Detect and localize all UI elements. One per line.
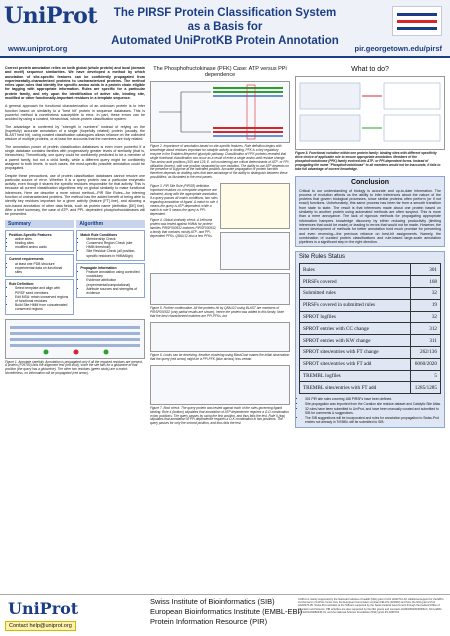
stat-value: 19 xyxy=(411,299,441,311)
column-right xyxy=(295,66,445,428)
summary-box-rule-definition: Rule Definition: • Select template and align with PIRSF seed members • Edit MSA: retain conserved regions of functional residues • Build Site HMM from concatenated conserved regions xyxy=(5,279,74,314)
intro-paragraph-1: A general approach for functional characterization of an unknown protein is to infer function based on similarity to a "best hit" protein in sequence databases. This is powerful method is nonetheless susceptible to error. In part, these errors can be avoided by using a curated, hierarchical, whole-protein classification system. xyxy=(5,104,145,122)
summary-algorithm-panel xyxy=(5,220,145,317)
figure-4-hmm-panel xyxy=(220,232,290,270)
intro-abstract: Correct protein annotation relies on both global (whole protein) and local (domain and motif) sequence similarities. We have developed a method by which annotation of site-specific features can be confidently propagated from experimentally-characterized proteins to uncharacterized proteins. The method relies upon rules that identify the specific amino acids in a protein chain eligible for tagging with appropriate information. Rules are specific for a particular protein family, and rely upon the identification of active site, binding site, modified or other functionally-important residues in a template sequence. xyxy=(5,66,145,101)
figure-2-tree xyxy=(150,81,290,143)
what-to-do-heading: What to do? xyxy=(351,66,389,73)
summary-heading: Summary xyxy=(5,220,74,228)
stat-value: 6060/2020 xyxy=(411,358,441,370)
figure-7-caption: Figure 7. Boot check. The query protein was tested against each of the rules governing ligand binding. Rule 4 (bottom) stipulates that annotation of ATP dependence requires a G-D combination in two positions. The query passes by using the first position, and thus fails the test. Rule 5 (top) stipulates that annotation of PPi dependence requires a D-K combination in two positions. The query passes for only the second position, and thus fails the test. xyxy=(150,405,289,426)
funding-statement: UniProt is mainly supported by the National Institutes of Health (NIH) grant 2 U01 HG02712-04. Additional support for the EBI's involvement in UniProt comes from the European Commission contract FELICS (021902) and from the NIH grant 2 P41 HG02273-05. Swiss-Prot activities at the SIB are supported by the Swiss Federal Government through the Federal Office of Education and Science. PIR activities are also supported by the NIH grants and contracts HHSN266200400061C, NCI-caBIG and 1R01GM080646-01, and the National Science Foundation (NSF) grant IIS-0430743. xyxy=(298,598,444,614)
stat-label: SPROT sites/entries with FT add xyxy=(300,358,411,370)
figure-4-caption: Figure 4. Global similarity check. A Lethoma protein was tested against HMMs for protein families PIRSF000532 matches PIRSF000532, a family that contains mostly ATP- and PPi-dependent PFKs. Q8AU12 also a few PFKs. xyxy=(150,218,217,239)
stat-label: PIRSFs covered xyxy=(300,276,411,288)
table-row xyxy=(300,264,441,276)
stat-value: 262/136 xyxy=(411,346,441,358)
stat-label: TREMBL sites/entries with FT add xyxy=(300,382,411,394)
figure-1-alignment xyxy=(5,319,145,359)
list-item: • Site propagation was imported from the Curation site residue dataset and Catalytic Site Atlas. xyxy=(305,402,441,406)
table-row xyxy=(300,287,441,299)
institution-pir: Protein Information Resource (PIR) xyxy=(150,617,268,626)
list-item: • experimental data on functional sites xyxy=(15,266,70,274)
list-item: • 32 rules have been submitted to UniProt, and have been manually curated and submitted to SIB for comments & suggestions. xyxy=(305,407,441,415)
phylogeny-graphic xyxy=(151,82,289,142)
figure-2-caption: Figure 2. Importance of annotation based on site-specific features. Rule definition begins with knowledge about residues important for catalytic activity or binding. PFK is a key regulatory enzyme in the Embden-Meyerhof glycolytic pathway. Classification of PFK proteins revealed that single functional classification can occur as a result of even a single amino-acid residue change. Two amino acid positions (105 and 125; E. coli numbering) are critical determinants of ATP- or PPi- utilization (boxes), with one position separated by one mutation. The ability to use ATP depends on the presence of a glycine at the indicated position. Accurate propagation of protein function therefore depends on drafting rules that take advantage of the ability to distinguish between these possibilities, as illustrated in the next panels. xyxy=(150,144,290,180)
figure-6-caption: Figure 6. Looks can be deceiving. Iterative clustering using BlastClust makes the initial observation that the query (red arrow) might be a PPi-PFK (blue arrows) less certain. xyxy=(150,352,290,361)
title-line-3: Automated UniProtKB Protein Annotation xyxy=(111,35,339,47)
table-row xyxy=(300,382,441,394)
list-item: • at least one PDB structure xyxy=(15,262,70,266)
uniprot-logo-text: UniProt xyxy=(4,3,98,29)
institution-ebi: European Bioinformatics Institute (EMBL-EBI) xyxy=(150,607,303,616)
figure-8-decision xyxy=(295,76,445,150)
stat-value: 32 xyxy=(411,287,441,299)
list-item: • Feature annotation using controlled vocabulary xyxy=(86,270,141,278)
algorithm-box-propagate: Propagate information • Feature annotation using controlled vocabulary • Evidence attribution (experimental/computational) • Attribute sources and strengths of evidence xyxy=(76,263,145,298)
stat-label: Submitted rules xyxy=(300,287,411,299)
intro-paragraph-2: The advantage is conferred by "strength in numbers" instead of relying on the (hopefully) accurate annotation of a single (hopefully related) protein (usually, the BLAST best hit), using curated classification catalogues allows reliance on the collected wisdom of multiple proteins, or at least the accounts that the members are truly related. xyxy=(5,124,145,142)
intro-paragraph-3: The annotation power of protein classification databases is even more powerful if a single database contains families with progressively greater levels of similarity (that is, hierarchies). Theoretically, one query could be confidently predicted to be a member of a parent family, but not a child family, while a different query might be confidently assigned to both levels. In such cases, the most-specific possible annotation could be propagated. xyxy=(5,144,145,171)
stat-value: 168 xyxy=(411,276,441,288)
pfk-case-heading: The Phosphofructokinase (PFK) Case: ATP versus PPi dependence xyxy=(153,66,287,78)
stat-value: 5 xyxy=(411,370,441,382)
list-item: • Evidence attribution (experimental/computational) xyxy=(86,278,141,286)
site-rules-status-heading: Site Rules Status xyxy=(299,254,346,261)
site-rules-status-panel xyxy=(295,251,445,428)
title-line-2: as a Basis for xyxy=(187,21,263,33)
list-item: • Build Site HMM from concatenated conserved regions xyxy=(15,303,70,311)
stat-value: 311 xyxy=(411,335,441,347)
figure-5-caption: Figure 5. Further confirmation. All the proteins hit by Q8AU22 using BLAST are members of PIRSF000532 (only partial results are shown), hence the protein was added to this family. Note that the best characterized matches are PPi-PFKs, but xyxy=(150,306,284,318)
status-notes xyxy=(299,397,441,424)
conclusion-heading: Conclusion xyxy=(350,178,390,186)
figure-3-caption: Figure 3. PIR Site Rule (PIRSR) definition. Important residues on a template sequence are indicated, along with the appropriate annotation. If a query passes all match conditions, two rules regarding annotation of ligand. A match to rule 4 means the query is ATP-dependent, while a match to rule 5 means the query is PPi-dependent. xyxy=(150,184,218,216)
conclusion-text: Critical to our understanding of biology is accurate and up-to-date information. The process of evolution affords us the ability to infer inferences about the nature of the proteins that govern biological processes, since similar proteins often perform (or if not exact) functions. Unfortunately, this same process has been far from a smooth transition from state to state. The result is that inferences made about one protein based on similarity to another protein using automated methods are often suspect. This is more than a mere annoyance. The lack of rigorous methods for propagating appropriate information hampers knowledge discovery by either reducing productivity (limiting inferences that could be made) or leading to errors that would not be made. However, the recent development of methods for better annotation hold much promise for preventing and even reversing—the previous reliance on best-hit assignments. Namely, the combination of curated protein classifications and rule-based large-scale annotation pipelines is a significant step in the right direction. xyxy=(299,188,441,245)
uniprot-logo xyxy=(4,3,98,41)
table-row xyxy=(300,358,441,370)
list-item: • binding sites xyxy=(15,241,70,245)
list-item: • Edit MSA: retain conserved regions of functional residues xyxy=(15,295,70,303)
figure-7-rule-check xyxy=(150,365,290,405)
poster-title xyxy=(95,6,355,48)
list-item: • Site Residue Check (all position-specific residues in HMMAlign) xyxy=(86,249,141,257)
summary-box-requirements: Current requirements • at least one PDB structure • experimental data on functional sites xyxy=(5,254,74,277)
footer-uniprot-logo: UniProt xyxy=(8,599,79,618)
table-row xyxy=(300,346,441,358)
stat-value: 301 xyxy=(411,264,441,276)
figure-8-caption: Figure 8. Functional variation within one protein family: binding sites with different specificity drive choice of applicable rule to ensure appropriate annotation. Members of the phosphofructokinase (PFK) family evolved into ATP- or PPi-dependent forms. Instead of propagating the name "Phosphofructokinase" to all members would not be inaccurate, it fails to take full advantage of current knowledge. xyxy=(295,151,441,171)
table-row xyxy=(300,323,441,335)
conclusion-panel xyxy=(295,176,445,248)
poster-footer xyxy=(0,594,450,636)
stat-label: SPROT entries with CC change xyxy=(300,323,411,335)
figure-6-cluster xyxy=(150,322,290,352)
stat-label: TREMBL logfiles xyxy=(300,370,411,382)
column-middle xyxy=(150,66,290,426)
figure-3-rule-panel xyxy=(220,183,290,229)
institute-logo-graphic xyxy=(392,6,442,36)
stat-value: 1285/1285 xyxy=(411,382,441,394)
list-item: • active sites xyxy=(15,237,70,241)
list-item: • Conserved Region Check (site HMM threshold) xyxy=(86,241,141,249)
list-item: • 301 PIR site rules covering 168 PIRSFs have been defined. xyxy=(305,397,441,401)
algorithm-box-match: Match Rule Conditions • Membership Check • Conserved Region Check (site HMM threshold) • Site Residue Check (all position-specific residues in HMMAlign) xyxy=(76,230,145,261)
list-item: • Attribute sources and strengths of evidence xyxy=(86,287,141,295)
table-row xyxy=(300,370,441,382)
stat-label: PIRSFs covered in submitted rules xyxy=(300,299,411,311)
figure-1-caption: Figure 1. Annotate carefully. Annotation is propagated only if all the required residues are present. A protein (P26780) fails the alignment test (red stud), since the site fails for a glutamine at that position (the query has a glutamine). The other two residues (green studs) are a match. Nonetheless, no information will be propagated (red arrow). xyxy=(5,359,143,376)
figure-5-blast-table xyxy=(150,273,290,305)
table-row xyxy=(300,276,441,288)
stat-label: SPROT sites/entries with FT change xyxy=(300,346,411,358)
summary-box-features: Position-Specific Features • active sites • binding sites • modified amino acids xyxy=(5,230,74,253)
alignment-graphic xyxy=(6,320,144,358)
table-row xyxy=(300,335,441,347)
uniprot-url[interactable]: www.uniprot.org xyxy=(8,44,68,53)
site-rules-table xyxy=(299,263,441,394)
stat-label: SPROT logfiles xyxy=(300,311,411,323)
list-item: • Select template and align with PIRSF seed members xyxy=(15,286,70,294)
table-row xyxy=(300,311,441,323)
column-left xyxy=(5,66,145,376)
stat-value: 32 xyxy=(411,311,441,323)
title-line-1: The PIRSF Protein Classification System xyxy=(113,7,337,19)
stat-label: SPROT entries with KW change xyxy=(300,335,411,347)
stat-label: Rules xyxy=(300,264,411,276)
list-item: • Membership Check xyxy=(86,237,141,241)
table-row xyxy=(300,299,441,311)
list-item: • modified amino acids xyxy=(15,245,70,249)
decision-graphic xyxy=(296,77,444,149)
list-item: • The SIB suggestions will be incorporated and rules for annotation propagation to Swiss-Prot entries not already in TrEMBL will be submitted to SIB. xyxy=(305,416,441,424)
intro-paragraph-4: Despite these precautions, use of protein classification databases cannot resolve one particular source of error. Whether it is a query protein has a particular enzymatic activity, even though it shares the specific residues responsible for that activity. This is because all current classification algorithms rely on global similarity to make functional inferences. Here we describe a more robust method—PIR Site Rules—for inferring function of uncharacterized proteins. The method has the added benefit of being able to identify key residues important for a given activity (feature [FT] line), and allowing a rule-based annotation of other data fields, such as protein name (definition [DE] line). After a brief summary, the case of ATP- and PPi- dependent phosphofructokinases will be presented. xyxy=(5,173,145,217)
stat-value: 312 xyxy=(411,323,441,335)
contact-email[interactable]: Contact help@uniprot.org xyxy=(5,621,76,631)
algorithm-heading: Algorithm xyxy=(76,220,145,228)
pirsf-url[interactable]: pir.georgetown.edu/pirsf xyxy=(354,44,442,53)
institution-sib: Swiss Institute of Bioinformatics (SIB) xyxy=(150,597,275,606)
poster-header xyxy=(0,0,450,58)
